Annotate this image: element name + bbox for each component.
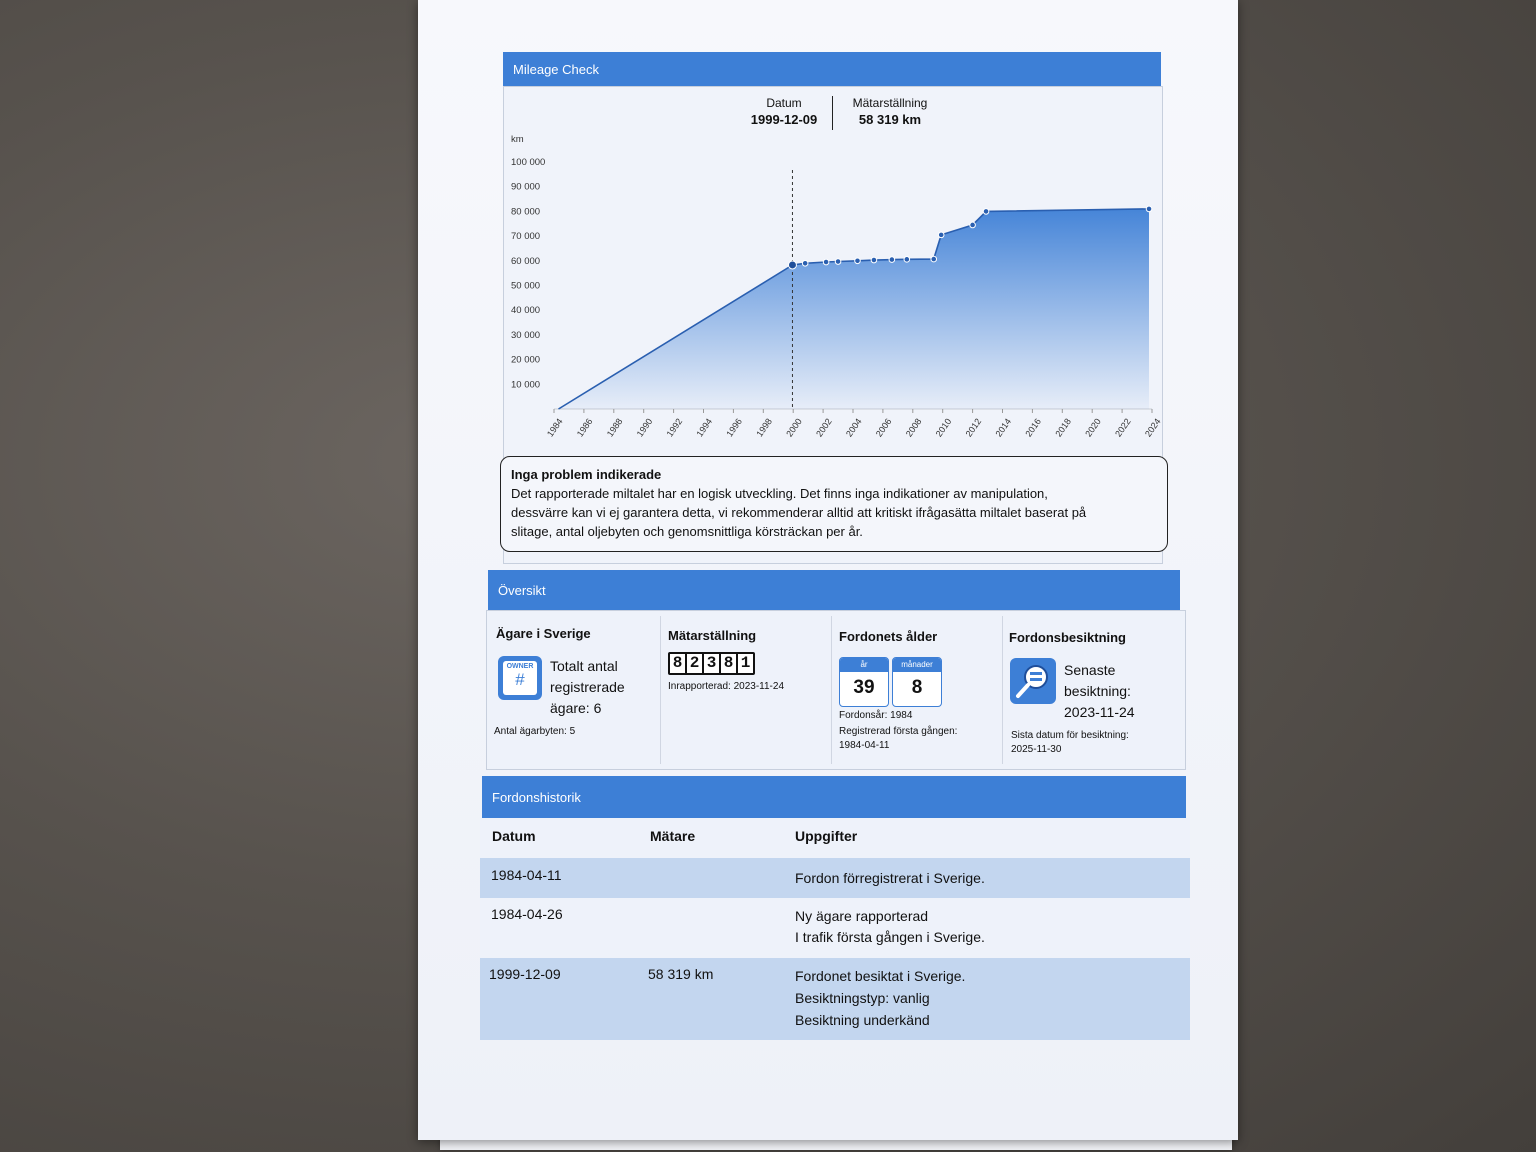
x-tick-label: 2022 [1113, 416, 1133, 439]
x-tick-label: 2024 [1142, 416, 1163, 439]
tooltip-divider [832, 96, 833, 130]
odometer-digit: 3 [704, 654, 719, 673]
table-row [480, 898, 1190, 958]
odometer-title: Mätarställning [668, 628, 757, 643]
owner-icon-symbol: # [515, 670, 525, 689]
calendar-months-icon [892, 657, 942, 707]
first-registered-date: 1984-04-11 [839, 740, 890, 751]
row-details-line: Besiktningstyp: vanlig [795, 990, 930, 1006]
summary-line: Det rapporterade miltalet har en logisk utveckling. Det finns inga indikationer av manipulation, [511, 486, 1048, 501]
data-point [970, 222, 976, 228]
x-tick-label: 2000 [784, 416, 804, 439]
months-value: 8 [911, 677, 923, 698]
y-axis-label: km [511, 134, 524, 145]
row-details-line: Ny ägare rapporterad [795, 908, 929, 924]
odometer-digit: 2 [687, 654, 702, 673]
x-tick-label: 1984 [544, 416, 565, 439]
y-tick-label: 90 000 [511, 181, 541, 193]
age-card [839, 629, 999, 759]
inspection-text-line: 2023-11-24 [1064, 704, 1135, 720]
odometer-digit: 8 [670, 654, 685, 673]
x-tick-label: 1994 [694, 416, 715, 439]
x-tick-label: 1996 [724, 416, 745, 439]
row-details-line: Besiktning underkänd [795, 1012, 930, 1028]
summary-line: dessvärre kan vi ej garantera detta, vi rekommenderar alltid att kritiskt ifrågasätta miltalet baserat på [511, 505, 1087, 520]
mileage-header [503, 52, 1161, 86]
x-tick-label: 2016 [1023, 416, 1044, 439]
data-point [931, 256, 937, 262]
y-tick-label: 40 000 [511, 305, 541, 317]
x-tick-label: 1992 [664, 416, 685, 439]
odometer-digit: 8 [721, 654, 736, 673]
history-header-label: Fordonshistorik [492, 789, 581, 805]
x-tick-label: 2018 [1053, 416, 1073, 439]
overview-divider [660, 616, 661, 764]
inspection-text-line: Senaste [1064, 662, 1116, 678]
mileage-chart [500, 128, 1170, 450]
odometer-digit: 1 [738, 654, 753, 673]
odometer-card [668, 628, 828, 692]
x-tick-label: 1986 [574, 416, 595, 439]
y-tick-label: 50 000 [511, 280, 541, 292]
summary-line: slitage, antal oljebyten och genomsnittliga körsträckan per år. [511, 524, 863, 539]
row-date: 1984-04-11 [491, 867, 562, 883]
x-tick-label: 2006 [873, 416, 894, 439]
y-tick-label: 20 000 [511, 354, 541, 366]
tooltip-date-value: 1999-12-09 [750, 112, 818, 127]
x-tick-label: 1990 [634, 416, 655, 439]
owners-text-line: ägare: 6 [550, 700, 602, 716]
y-tick-label: 70 000 [511, 231, 541, 243]
years-value: 39 [853, 677, 875, 698]
tooltip-reading-value: 58 319 km [858, 112, 922, 127]
column-header-meter: Mätare [650, 828, 696, 844]
data-point [983, 209, 989, 215]
data-point [802, 260, 808, 266]
overview-divider [831, 616, 832, 764]
data-point [855, 258, 861, 264]
overview-divider [1002, 616, 1003, 764]
months-label: månader [893, 658, 941, 672]
row-details-line: Fordon förregistrerat i Sverige. [795, 870, 985, 886]
x-tick-label: 2010 [933, 416, 954, 439]
data-point [889, 257, 895, 263]
x-tick-label: 2014 [993, 416, 1014, 439]
owners-title: Ägare i Sverige [496, 626, 591, 641]
inspection-card [1009, 630, 1179, 760]
history-column-headers [480, 826, 1190, 856]
owners-text-line: Totalt antal [550, 658, 618, 674]
row-meter: 58 319 km [648, 966, 714, 982]
x-tick-label: 2002 [814, 416, 834, 439]
tooltip-date-label: Datum [766, 96, 802, 110]
inspection-last-date-label: Sista datum för besiktning: [1011, 730, 1129, 741]
y-tick-label: 80 000 [511, 206, 541, 218]
row-date: 1984-04-26 [491, 906, 563, 922]
data-point [1146, 206, 1152, 212]
y-tick-label: 100 000 [511, 157, 546, 168]
x-tick-label: 1988 [604, 416, 625, 439]
data-point [788, 261, 796, 269]
inspection-title: Fordonsbesiktning [1009, 630, 1126, 645]
odometer-display [668, 652, 755, 675]
owner-icon [498, 656, 542, 700]
owner-changes: Antal ägarbyten: 5 [494, 726, 576, 737]
data-point [904, 257, 910, 263]
overview-header [488, 570, 1180, 610]
years-label: år [840, 658, 888, 672]
history-header [482, 776, 1186, 818]
x-tick-label: 2008 [903, 416, 924, 439]
x-tick-label: 1998 [754, 416, 774, 439]
first-registered-label: Registrerad första gången: [839, 726, 958, 737]
overview-header-label: Översikt [498, 582, 546, 598]
model-year: Fordonsår: 1984 [839, 710, 913, 721]
data-point [938, 232, 944, 238]
tooltip-reading-label: Mätarställning [852, 96, 928, 110]
inspection-text-line: besiktning: [1064, 683, 1131, 699]
table-row [480, 958, 1190, 1040]
y-tick-label: 10 000 [511, 379, 541, 391]
y-tick-label: 60 000 [511, 255, 541, 267]
age-title: Fordonets ålder [839, 629, 938, 644]
column-header-date: Datum [492, 828, 536, 844]
y-tick-label: 30 000 [511, 329, 541, 341]
mileage-header-label: Mileage Check [513, 61, 599, 77]
data-point [835, 259, 841, 265]
series-area [559, 209, 1150, 409]
row-details-line: Fordonet besiktat i Sverige. [795, 968, 966, 984]
row-date: 1999-12-09 [489, 966, 561, 982]
x-tick-label: 2012 [963, 416, 984, 439]
x-tick-label: 2020 [1083, 416, 1103, 439]
inspection-last-date: 2025-11-30 [1011, 744, 1062, 755]
odometer-reported: Inrapporterad: 2023-11-24 [668, 681, 785, 692]
table-row [480, 858, 1190, 898]
mileage-summary-box [500, 456, 1168, 552]
chart-tooltip [740, 96, 950, 132]
data-point [823, 259, 829, 265]
inspection-magnifier-icon [1010, 658, 1056, 704]
calendar-years-icon [839, 657, 889, 707]
column-header-details: Uppgifter [795, 828, 858, 844]
owner-icon-text: OWNER [506, 663, 534, 670]
owners-text-line: registrerade [550, 679, 625, 695]
summary-title: Inga problem indikerade [511, 467, 662, 482]
owners-card [494, 626, 656, 737]
x-tick-label: 2004 [843, 416, 864, 439]
row-details-line: I trafik första gången i Sverige. [795, 929, 985, 945]
data-point [871, 257, 877, 263]
